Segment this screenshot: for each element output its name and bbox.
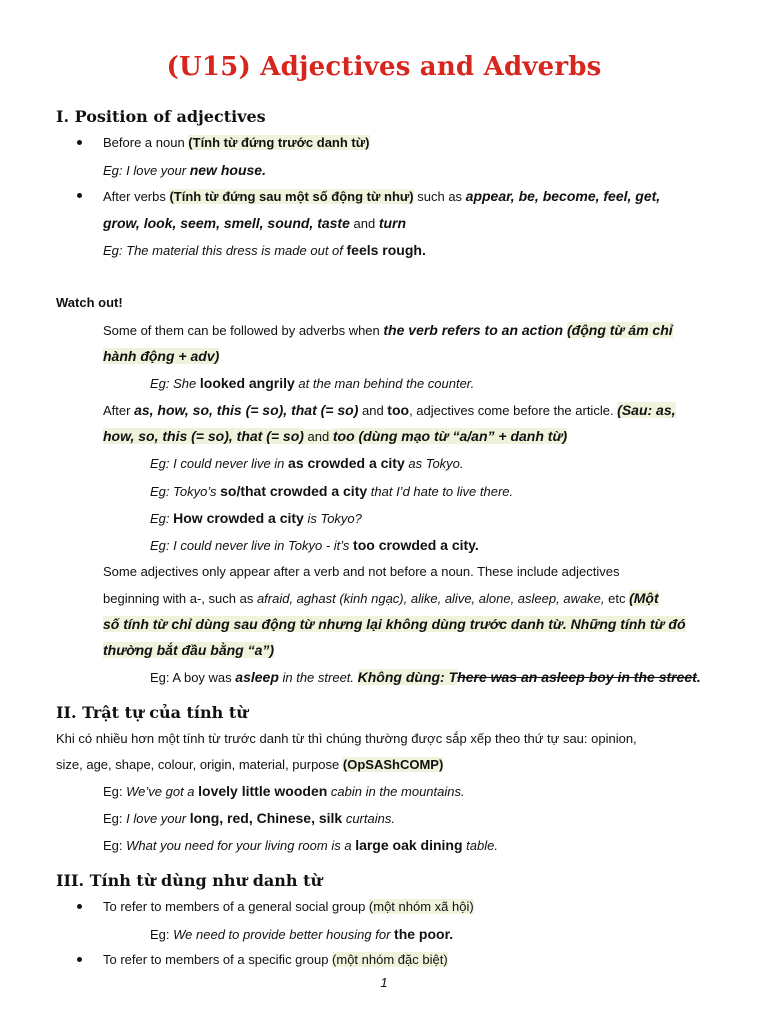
text: curtains. [342,811,395,826]
example [150,374,474,393]
section-heading-order: II. Trật tự của tính từ [56,703,248,722]
emphasis: long, red, Chinese, silk [189,810,343,826]
verb-list: appear, be, become, feel, get, [465,188,661,204]
example [150,925,453,944]
paragraph-line [103,347,219,366]
text: We need to provide better housing for [173,927,395,942]
text: Eg: Tokyo’s [150,484,221,499]
text: Eg: The material this dress is made out of [103,243,347,258]
text: I love your [126,811,190,826]
emphasis: as, how, so, this (= so), that (= so) [134,402,359,418]
text: and [349,216,379,231]
document-title: (U15) Adjectives and Adverbs [166,52,602,82]
vietnamese-note: thường bắt đầu bằng “a”) [103,642,275,658]
emphasis: lovely little wooden [198,783,328,799]
paragraph [103,321,673,340]
emphasis: looked angrily [199,375,295,391]
vietnamese-note: (một nhóm đặc biệt) [332,952,448,967]
text: cabin in the mountains. [327,784,465,799]
text: Watch out! [56,295,123,310]
mnemonic: (OpSAShCOMP) [342,757,444,772]
emphasis: asleep [235,669,279,685]
text: Eg: A boy was [150,670,236,685]
text: that I’d hate to live there. [367,484,514,499]
example [103,161,266,180]
text: Eg: [103,811,127,826]
bullet-general-group [103,898,474,916]
text: Eg: [103,838,127,853]
emphasis: feels rough. [346,242,426,258]
bullet-before-noun [103,134,370,152]
paragraph [56,730,637,748]
text: such as [413,189,466,204]
vietnamese-note: (Tính từ đứng trước danh từ) [188,135,370,150]
vietnamese-note: hành động + adv) [103,348,220,364]
text: Khi có nhiều hơn một tính từ trước danh từ thì chúng thường được sắp xếp theo thứ tự sau: opinion, [56,731,637,746]
vietnamese-note: (Sau: as, [617,402,676,418]
vietnamese-note: (động từ ám chỉ [567,322,673,338]
example [103,836,498,855]
emphasis: so/that crowded a city [220,483,368,499]
text: Before a noun [103,135,189,150]
vietnamese-note: too (dùng mạo từ “a/an” + danh từ) [332,428,568,444]
paragraph-line [103,615,686,634]
text: is Tokyo? [303,511,362,526]
section-heading-position: I. Position of adjectives [56,107,266,126]
example [103,241,426,260]
page-number: 1 [380,975,388,990]
bullet-after-verbs [103,187,660,206]
emphasis: large oak dining [355,837,463,853]
bullet-specific-group [103,951,448,969]
adjective-list: afraid, aghast (kinh ngạc), alike, alive, alone, asleep, awake, [256,591,605,606]
example [150,668,701,687]
text: Eg: [103,784,127,799]
text: After verbs [103,189,170,204]
text: size, age, shape, colour, origin, material, purpose [56,757,343,772]
text: and [358,403,388,418]
text: . [696,669,701,685]
paragraph-line [56,756,443,774]
text: To refer to members of a general social group [103,899,369,914]
struck-out-sentence: here was an asleep boy in the street [457,669,697,685]
bullet [77,193,82,198]
text: Eg: I love your [103,163,190,178]
vietnamese-note: how, so, this (= so), that (= so) [103,428,304,444]
text: , adjectives come before the article. [409,403,618,418]
text: as Tokyo. [404,456,464,471]
text: To refer to members of a specific group [103,952,333,967]
emphasis: as crowded a city [288,455,405,471]
emphasis: too [387,402,410,418]
text: Eg: She [150,376,200,391]
vietnamese-note: (Một [629,590,659,606]
text: Eg: I could never live in [150,456,289,471]
example [150,509,362,528]
emphasis: the poor. [394,926,454,942]
section-heading-adjectives-as-nouns: III. Tính từ dùng như danh từ [56,871,323,890]
example [150,536,479,555]
example [103,782,465,801]
bullet [77,904,82,909]
bullet [77,140,82,145]
example [150,454,464,473]
vietnamese-note: (một nhóm xã hội) [368,899,474,914]
paragraph-line [103,641,274,660]
verb-list: grow, look, seem, smell, sound, taste [103,215,350,231]
paragraph-line [103,427,567,446]
text: Some adjectives only appear after a verb and not before a noun. These include adjectives [103,564,620,579]
text: After [103,403,135,418]
vietnamese-note: Không dùng: T [357,669,458,685]
bullet [77,957,82,962]
verb-list: turn [378,215,407,231]
paragraph [103,563,619,581]
paragraph [103,401,676,420]
text: etc [604,591,630,606]
paragraph-line [103,589,659,608]
vietnamese-note: (Tính từ đứng sau một số động từ như) [169,189,414,204]
vietnamese-note: số tính từ chỉ dùng sau động từ nhưng lại không dùng trước danh từ. Những tính từ đó [103,616,686,632]
emphasis: new house. [189,162,266,178]
text: beginning with a-, such as [103,591,257,606]
text: in the street. [278,670,358,685]
text: What you need for your living room is a [126,838,356,853]
text: Eg: I could never live in Tokyo - it’s [150,538,354,553]
emphasis: How crowded a city [173,510,304,526]
text: Eg: [150,927,174,942]
text: table. [462,838,498,853]
emphasis: too crowded a city. [353,537,479,553]
emphasis: the verb refers to an action [383,322,567,338]
example [150,482,513,501]
text: We’ve got a [126,784,199,799]
example [103,809,395,828]
verb-list-line [103,214,406,233]
text: at the man behind the counter. [294,376,475,391]
text: Eg: [150,511,174,526]
watch-out-heading [56,294,123,312]
text: and [303,429,333,444]
text: Some of them can be followed by adverbs when [103,323,384,338]
